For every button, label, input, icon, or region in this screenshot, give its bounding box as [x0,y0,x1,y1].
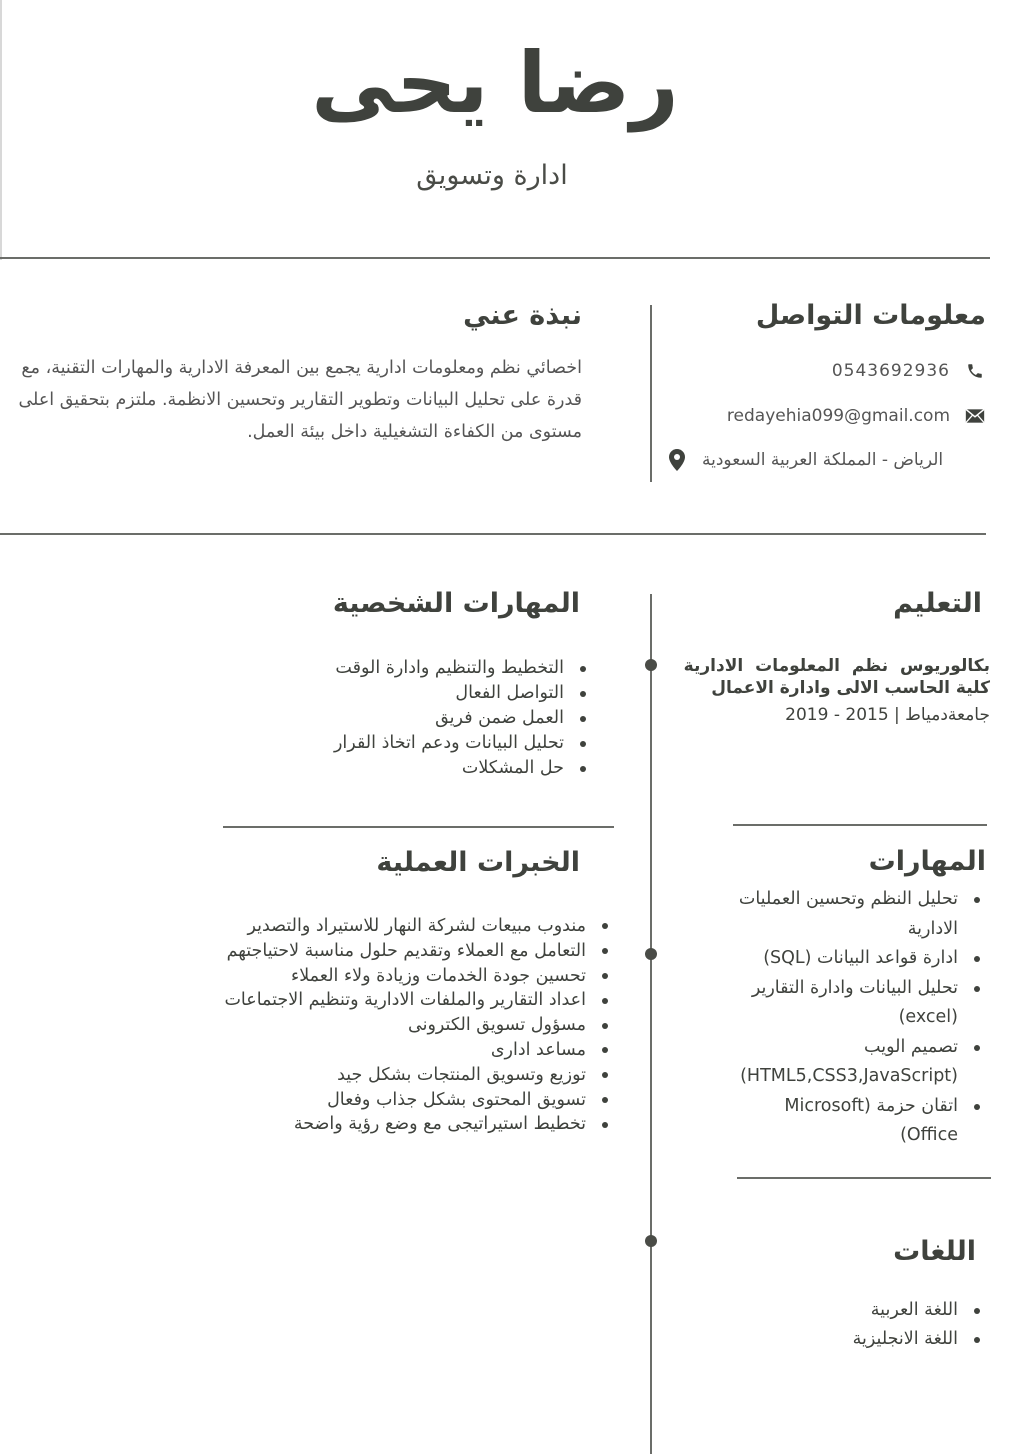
location-text: الرياض - المملكة العربية السعودية [702,450,944,470]
contact-phone[interactable] [666,360,986,382]
list-item: تحسين جودة الخدمات وزيادة ولاء العملاء [188,964,608,989]
soft-skills-experience-divider [223,826,614,828]
list-item: تصميم الويب (HTML5,CSS3,JavaScript) [730,1033,980,1092]
job-title: ادارة وتسويق [416,160,568,191]
education-skills-divider [733,824,987,826]
list-item: توزيع وتسويق المنتجات بشكل جيد [188,1063,608,1088]
contact-location [666,449,986,471]
timeline-dot [645,948,657,960]
list-item: تحليل البيانات وادارة التقارير (excel) [730,974,980,1033]
timeline-dot [645,659,657,671]
list-item: العمل ضمن فريق [166,706,586,731]
university-dates: جامعةدمياط | 2015 - 2019 [785,705,990,725]
skills-heading: المهارات [868,846,986,877]
list-item: تخطيط استيراتيجى مع وضع رؤية واضحة [188,1112,608,1137]
mail-icon [964,405,986,427]
skills-languages-divider [737,1177,991,1179]
about-text [0,352,582,448]
timeline-line [650,594,652,1454]
education-heading: التعليم [893,588,982,619]
about-line: اخصائي نظم ومعلومات ادارية يجمع بين المعرفة الادارية والمهارات التقنية، مع [21,358,582,378]
list-item: تحليل البيانات ودعم اتخاذ القرار [166,731,586,756]
about-heading: نبذة عني [463,300,582,331]
soft-skills-list [166,656,586,781]
degree-title: بكالوريوس نظم المعلومات الادارية [683,656,990,676]
person-name: رضا يحى [311,34,679,132]
list-item: اعداد التقارير والملفات الادارية وتنظيم الاجتماعات [188,988,608,1013]
list-item: اللغة الانجليزية [730,1325,980,1354]
list-item: اتقان حزمة (Microsoft Office) [730,1092,980,1151]
email-address: redayehia099@gmail.com [726,406,950,426]
phone-number: 0543692936 [831,361,950,381]
phone-icon [964,360,986,382]
list-item: مسؤول تسويق الكترونى [188,1013,608,1038]
experience-heading: الخبرات العملية [376,847,580,878]
college-name: كلية الحاسب الالى وادارة الاعمال [711,678,990,698]
list-item: التخطيط والتنظيم وادارة الوقت [166,656,586,681]
contact-about-divider [650,305,652,482]
list-item: مساعد ادارى [188,1038,608,1063]
list-item: تحليل النظم وتحسين العمليات الادارية [730,885,980,944]
list-item: اللغة العربية [730,1296,980,1325]
list-item: التعامل مع العملاء وتقديم حلول مناسبة لاحتياجتهم [188,939,608,964]
soft-skills-heading: المهارات الشخصية [332,588,580,619]
location-pin-icon [666,449,688,471]
section-divider [0,533,986,535]
experience-list [188,914,608,1137]
about-line: مستوى من الكفاءة التشغيلية داخل بيئة العمل. [247,422,582,442]
header-divider [0,257,990,259]
contact-heading: معلومات التواصل [755,300,986,331]
list-item: ادارة قواعد البيانات (SQL) [730,944,980,974]
education-entry [660,655,990,725]
languages-list [730,1296,980,1354]
list-item: مندوب مبيعات لشركة النهار للاستيراد والتصدير [188,914,608,939]
skills-list [730,885,980,1151]
timeline-dot [645,1235,657,1247]
contact-email[interactable] [666,405,986,427]
list-item: تسويق المحتوى بشكل جذاب وفعال [188,1088,608,1113]
about-line: قدرة على تحليل البيانات وتطوير التقارير وتحسين الانظمة. ملتزم بتحقيق اعلى [18,390,582,410]
languages-heading: اللغات [893,1236,976,1267]
list-item: التواصل الفعال [166,681,586,706]
list-item: حل المشكلات [166,756,586,781]
